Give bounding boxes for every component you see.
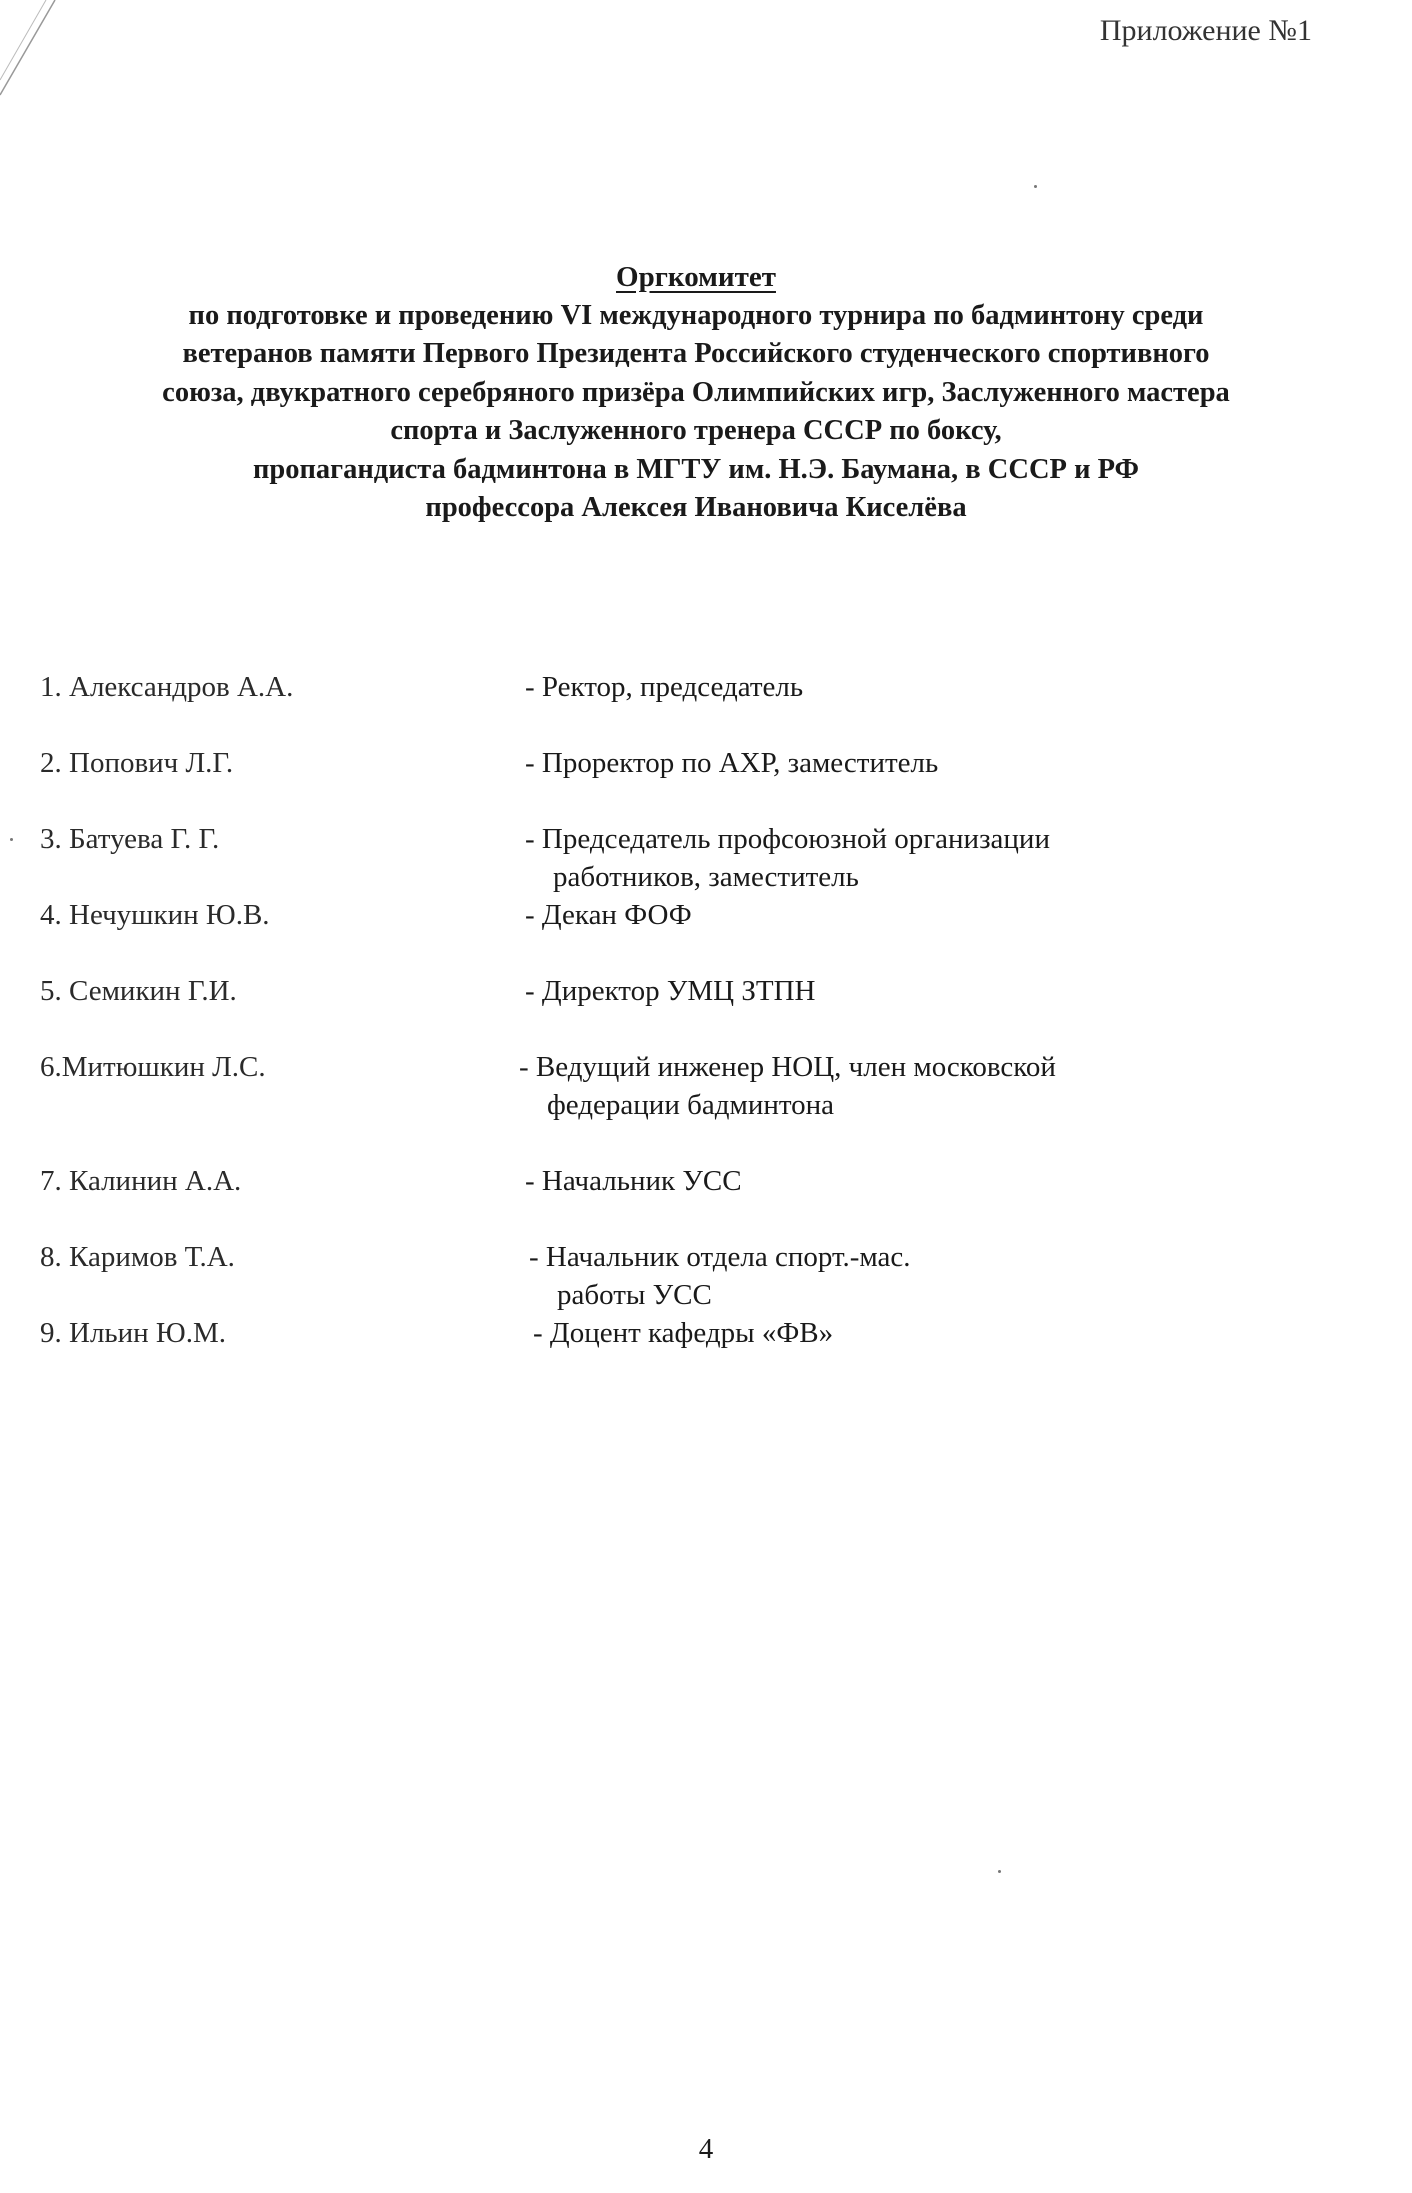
page-number: 4 bbox=[698, 2133, 714, 2165]
title-heading: Оргкомитет bbox=[616, 261, 776, 293]
member-name: 5. Семикин Г.И. bbox=[40, 975, 237, 1007]
member-role bbox=[525, 744, 938, 782]
document-title bbox=[40, 258, 1352, 528]
member-role-continuation: работников, заместитель bbox=[553, 861, 859, 893]
member-role-text: - Председатель профсоюзной организации bbox=[525, 823, 1050, 855]
member-role-text: - Директор УМЦ ЗТПН bbox=[525, 975, 816, 1007]
member-name: 4. Нечушкин Ю.В. bbox=[40, 899, 270, 931]
title-line: спорта и Заслуженного тренера СССР по боксу, bbox=[390, 415, 1002, 446]
member-role bbox=[525, 972, 815, 1010]
scan-speck bbox=[10, 838, 13, 841]
scan-speck bbox=[1034, 185, 1037, 188]
member-role bbox=[525, 820, 1050, 896]
member-role bbox=[529, 1238, 911, 1314]
member-role-text: - Начальник отдела спорт.-мас. bbox=[529, 1241, 911, 1273]
member-role bbox=[519, 1048, 1056, 1124]
title-line: по подготовке и проведению VI международного турнира по бадминтону среди bbox=[188, 299, 1204, 331]
member-role bbox=[525, 1162, 742, 1200]
member-name: 3. Батуева Г. Г. bbox=[40, 823, 220, 855]
scan-edge-mark bbox=[0, 0, 60, 100]
member-role bbox=[525, 896, 692, 934]
member-role-text: - Проректор по АХР, заместитель bbox=[525, 747, 939, 779]
member-name: 9. Ильин Ю.М. bbox=[40, 1317, 227, 1349]
member-role-text: - Ведущий инженер НОЦ, член московской bbox=[519, 1051, 1056, 1083]
member-name: 7. Калинин А.А. bbox=[40, 1165, 242, 1197]
member-role bbox=[533, 1314, 833, 1352]
member-name: 8. Каримов Т.А. bbox=[40, 1241, 235, 1273]
member-name: 1. Александров А.А. bbox=[40, 671, 294, 703]
member-role-text: - Начальник УСС bbox=[525, 1165, 742, 1197]
title-line: союза, двукратного серебряного призёра Олимпийских игр, Заслуженного мастера bbox=[162, 376, 1230, 408]
member-name: 2. Попович Л.Г. bbox=[40, 747, 234, 779]
member-role bbox=[525, 668, 803, 706]
member-role-continuation: работы УСС bbox=[557, 1279, 712, 1311]
title-line: пропагандиста бадминтона в МГТУ им. Н.Э. Баумана, в СССР и РФ bbox=[252, 453, 1140, 485]
member-role-continuation: федерации бадминтона bbox=[547, 1089, 835, 1121]
scan-speck bbox=[998, 1870, 1001, 1873]
member-role-text: - Ректор, председатель bbox=[525, 671, 804, 703]
member-name: 6.Митюшкин Л.С. bbox=[40, 1051, 266, 1083]
member-role-text: - Декан ФОФ bbox=[525, 899, 692, 931]
appendix-label: Приложение №1 bbox=[1099, 14, 1312, 47]
title-line: ветеранов памяти Первого Президента Российского студенческого спортивного bbox=[182, 338, 1210, 369]
member-role-text: - Доцент кафедры «ФВ» bbox=[533, 1317, 834, 1349]
title-line: профессора Алексея Ивановича Киселёва bbox=[425, 492, 967, 523]
